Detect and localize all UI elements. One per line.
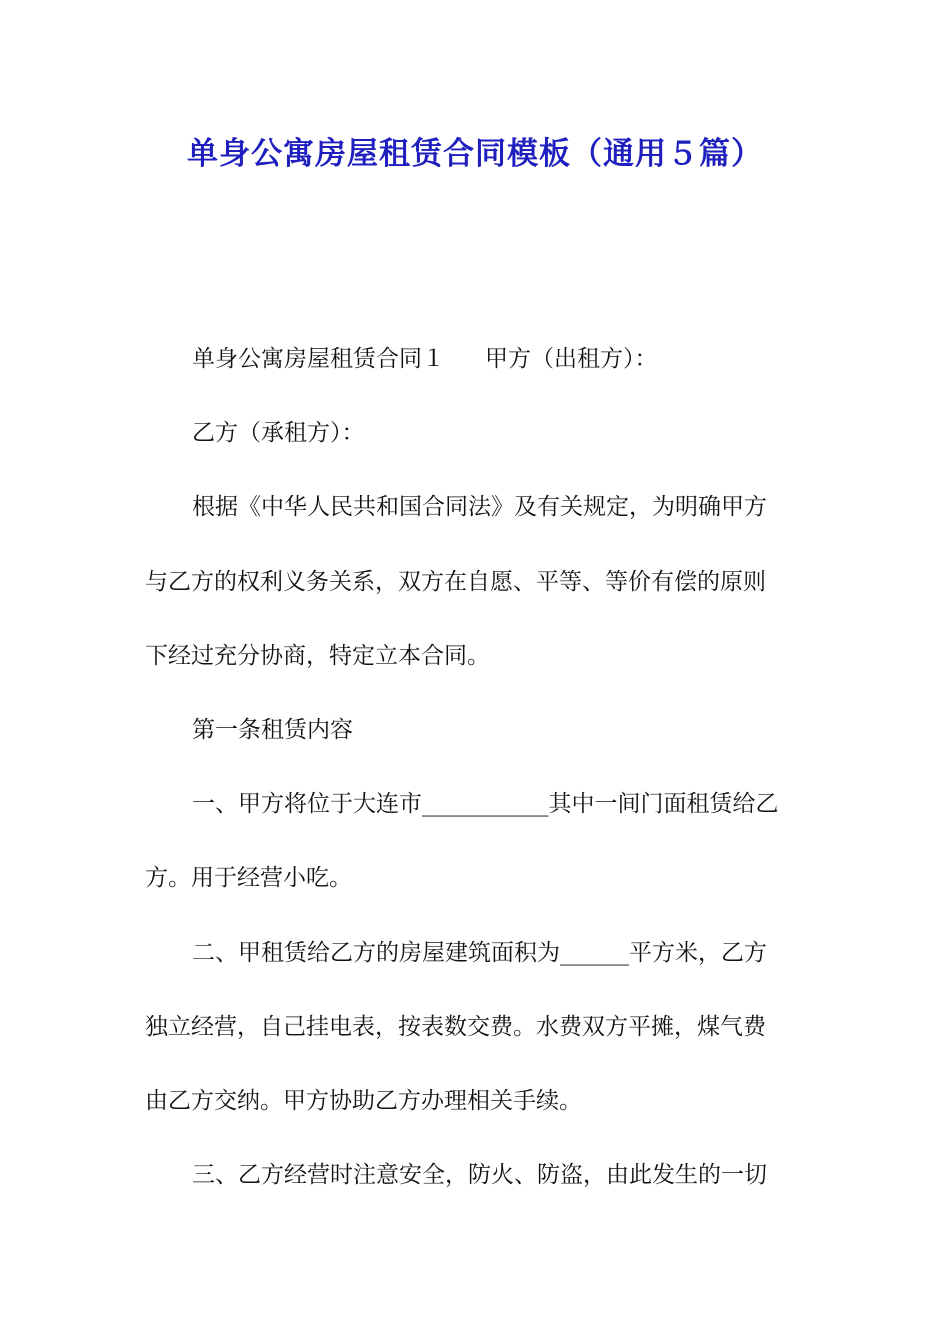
paragraph-line: 第一条租赁内容 <box>192 716 353 743</box>
contract-heading: 单身公寓房屋租赁合同１ <box>192 346 445 372</box>
paragraph-line: 一、甲方将位于大连市___________其中一间门面租赁给乙 <box>192 791 779 818</box>
paragraph-line: 根据《中华人民共和国合同法》及有关规定，为明确甲方 <box>192 494 767 521</box>
document-title: 单身公寓房屋租赁合同模板（通用５篇） <box>187 136 763 172</box>
party-a-label: 甲方（出租方）： <box>485 346 658 372</box>
paragraph-line: 独立经营，自己挂电表，按表数交费。水费双方平摊，煤气费 <box>145 1013 766 1040</box>
paragraph-line: 下经过充分协商，特定立本合同。 <box>145 642 490 669</box>
paragraph-line: 二、甲租赁给乙方的房屋建筑面积为______平方米，乙方 <box>192 939 767 966</box>
paragraph-line: 与乙方的权利义务关系，双方在自愿、平等、等价有偿的原则 <box>145 568 766 595</box>
document-body <box>145 334 807 1224</box>
paragraph-line <box>145 334 807 408</box>
paragraph-line: 乙方（承租方）： <box>192 420 365 447</box>
paragraph-line: 三、乙方经营时注意安全，防火、防盗，由此发生的一切 <box>192 1162 767 1189</box>
paragraph-line: 方。用于经营小吃。 <box>145 865 352 892</box>
paragraph-line: 由乙方交纳。甲方协助乙方办理相关手续。 <box>145 1087 582 1114</box>
